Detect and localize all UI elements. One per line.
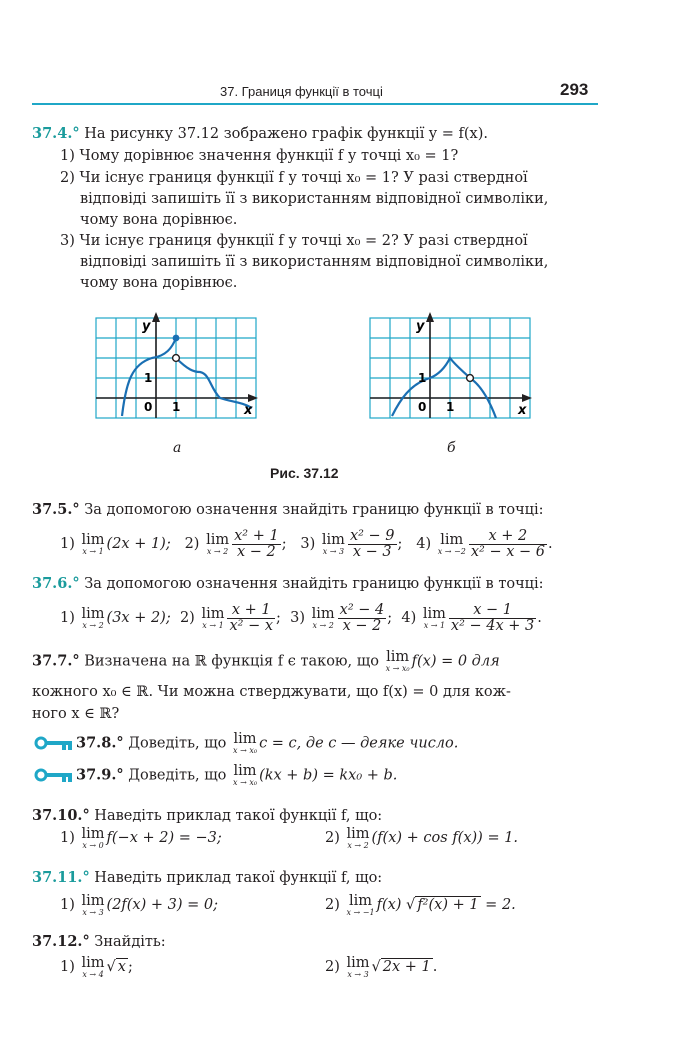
denominator: x − 3	[352, 543, 392, 560]
fraction	[348, 529, 397, 560]
limit-subscript: x → 2	[312, 620, 334, 630]
item-1-number: 1)	[60, 536, 75, 552]
limit-subscript: x → −1	[346, 907, 375, 917]
open-point	[173, 355, 180, 362]
item-number: 2)	[325, 959, 340, 975]
x-axis-label: x	[244, 403, 253, 418]
running-header-title: 37. Границя функції в точці	[220, 84, 383, 99]
exercise-37-7-line-3: ного x ∈ ℝ?	[32, 706, 120, 722]
question-2-line-1: 2) Чи існує границя функції f у точці x₀ = 1? У разі ствердної	[60, 170, 528, 186]
fraction	[469, 529, 547, 560]
open-point	[467, 375, 474, 382]
exercise-37-10-item-1	[60, 826, 222, 850]
question-3-line-3: чому вона дорівнює.	[80, 275, 238, 291]
exercise-37-5-items: 1) lim x → 1 (2x + 1); 2) lim x → 2 $\frac{\text{x² + 1}}{x - 2}$ ; 3) lim x → 3 $\frac{\text{x² − 9}}{x - 3}$ ; 4) lim x → −2 $\frac{x + 2}{\text{x² − x − 6}}$ .	[60, 527, 553, 560]
limit: lim x → 2	[81, 605, 105, 630]
limit: lim x → 3	[346, 954, 370, 979]
exercise-text: Наведіть приклад такої функції f, що:	[89, 808, 383, 824]
origin-label: 0	[418, 400, 427, 414]
x-tick-1: 1	[172, 400, 181, 414]
key-icon	[34, 768, 72, 782]
graph-a-right-branch	[176, 358, 252, 408]
limit-subscript: x → 1	[202, 620, 224, 630]
exercise-number: 37.9.°	[76, 766, 124, 784]
expression: c = c, де c — деяке число.	[259, 735, 459, 752]
expression: (2x + 1);	[106, 536, 171, 552]
limit: lim x → 1	[422, 605, 446, 630]
exercise-37-10-item-2	[325, 826, 518, 850]
item-number: 1)	[60, 830, 75, 846]
exercise-37-12-item-1: 1) lim x → 4 √ x ;	[60, 954, 133, 979]
exercise-text: За допомогою означення знайдіть границю функції в точці:	[79, 502, 544, 518]
limit: lim x → 2	[206, 531, 230, 556]
filled-point	[173, 335, 180, 342]
item-4-number: 4)	[401, 610, 417, 626]
exercise-number: 37.7.°	[32, 652, 80, 670]
item-number: 2)	[325, 830, 340, 846]
graph-b-label: б	[447, 440, 456, 456]
expression: (3x + 2);	[106, 610, 171, 626]
y-axis-label: y	[142, 319, 151, 334]
expression-tail: = 2.	[480, 897, 516, 913]
expression: f(x)	[376, 897, 402, 913]
denominator: x − 2	[237, 543, 276, 560]
expression: (kx + b) = kx₀ + b.	[259, 767, 398, 784]
y-tick-1: 1	[144, 371, 153, 385]
limit-subscript: x → 2	[206, 546, 229, 556]
limit: lim x → 4	[81, 954, 105, 979]
item-number: 2)	[325, 897, 340, 913]
item-4-number: 4)	[416, 536, 432, 552]
limit-subscript: x → 3	[322, 546, 345, 556]
limit-subscript: x → 4	[82, 969, 104, 979]
numerator: x − 1	[449, 603, 536, 619]
limit: lim x → 1	[201, 605, 225, 630]
y-tick-1: 1	[418, 371, 427, 385]
graph-b	[366, 312, 536, 422]
expression: f(−x + 2) = −3;	[106, 830, 222, 846]
limit: lim x → x₀	[233, 763, 258, 787]
exercise-37-11-item-2: 2) lim x → −1 f(x) √ f²(x) + 1 = 2.	[325, 892, 516, 917]
limit-subscript: x → x₀	[233, 746, 258, 755]
numerator: x + 2	[469, 529, 547, 545]
exercise-text: Доведіть, що	[123, 735, 227, 752]
question-3-line-2: відповіді запишіть її з використанням відповідної символіки,	[80, 254, 549, 270]
item-2-number: 2)	[179, 610, 195, 626]
y-axis-label: y	[416, 319, 425, 334]
denominator: x² − x − 6	[470, 543, 545, 560]
question-2-line-2: відповіді запишіть її з використанням відповідної символіки,	[80, 191, 549, 207]
expression: (f(x) + cos f(x)) = 1.	[371, 830, 519, 846]
limit: lim x → 3	[81, 892, 105, 917]
limit: lim x → 2	[346, 825, 370, 850]
limit-subscript: x → −2	[437, 546, 466, 556]
item-3-number: 3)	[300, 536, 316, 552]
item-2-number: 2)	[184, 536, 200, 552]
limit-subscript: x → 3	[82, 907, 104, 917]
y-axis-arrow	[152, 312, 160, 322]
punctuation: .	[432, 959, 438, 975]
exercise-number: 37.8.°	[76, 734, 124, 752]
question-3-line-1: 3) Чи існує границя функції f у точці x₀ = 2? У разі ствердної	[60, 233, 528, 249]
header-rule	[32, 103, 598, 105]
fraction	[227, 603, 275, 634]
exercise-37-4-statement	[32, 124, 488, 144]
graph-b-curve	[392, 358, 496, 418]
fraction	[232, 529, 281, 560]
origin-label: 0	[144, 400, 153, 414]
exercise-text: Визначена на ℝ функція f є такою, що	[79, 653, 379, 670]
exercise-number: 37.11.°	[32, 869, 90, 886]
exercise-37-10-statement	[32, 806, 382, 826]
exercise-37-5-statement	[32, 500, 544, 520]
page-number: 293	[560, 80, 589, 99]
radicand: f²(x) + 1	[417, 897, 479, 913]
limit: lim x → −2	[437, 531, 466, 556]
limit: lim x → x₀	[385, 649, 410, 673]
question-1: 1) Чому дорівнює значення функції f у точці x₀ = 1?	[60, 148, 459, 164]
expression: (2f(x) + 3) = 0;	[106, 897, 218, 913]
exercise-37-12-item-2: 2) lim x → 3 √ 2x + 1 .	[325, 954, 438, 979]
exercise-number: 37.4.°	[32, 125, 80, 142]
limit: lim x → −1	[346, 892, 375, 917]
exercise-text: Знайдіть:	[89, 934, 166, 950]
exercise-number: 37.10.°	[32, 807, 90, 824]
exercise-number: 37.6.°	[32, 575, 80, 592]
item-3-number: 3)	[290, 610, 306, 626]
limit: lim x → 2	[311, 605, 335, 630]
limit: lim x → 0	[81, 825, 105, 850]
exercise-37-11-statement	[32, 868, 382, 888]
fraction	[449, 603, 536, 634]
exercise-text: Доведіть, що	[123, 767, 227, 784]
exercise-number: 37.5.°	[32, 501, 80, 518]
exercise-37-7-line-2: кожного x₀ ∈ ℝ. Чи можна стверджувати, що f(x) = 0 для кож-	[32, 684, 511, 700]
expression: f(x) = 0 для	[411, 653, 500, 670]
limit: lim x → 3	[321, 531, 345, 556]
exercise-text: Наведіть приклад такої функції f, що:	[89, 870, 383, 886]
exercise-number: 37.12.°	[32, 933, 90, 950]
graph-a-label: а	[173, 440, 182, 456]
limit-subscript: x → 1	[423, 620, 446, 630]
item-1-number: 1)	[60, 610, 75, 626]
numerator: x + 1	[227, 603, 275, 619]
limit-subscript: x → 3	[347, 969, 369, 979]
limit-subscript: x → 0	[82, 840, 104, 850]
limit-subscript: x → 2	[347, 840, 369, 850]
exercise-37-7-line-1	[32, 650, 500, 673]
radicand: 2x + 1	[382, 959, 431, 975]
exercise-37-12-statement	[32, 932, 166, 952]
figure-caption: Рис. 37.12	[270, 465, 339, 481]
limit-subscript: x → 1	[82, 546, 104, 556]
x-axis-label: x	[518, 403, 527, 418]
item-number: 1)	[60, 959, 75, 975]
exercise-37-6-items: 1) lim x → 2 (3x + 2); 2) lim x → 1 $\frac{x + 1}{\text{x² − x}}$ ; 3) lim x → 2 $\frac{\text{x² − 4}}{x - 2}$ ; 4) lim x → 1 $\frac{x - 1}{\text{x² − 4x + 3}}$ .	[60, 601, 542, 634]
denominator: x² − 4x + 3	[450, 617, 535, 634]
exercise-text: За допомогою означення знайдіть границю функції в точці:	[79, 576, 544, 592]
question-2-line-3: чому вона дорівнює.	[80, 212, 238, 228]
denominator: x − 2	[342, 617, 382, 634]
graph-a	[92, 312, 262, 422]
limit-subscript: x → 2	[82, 620, 104, 630]
y-axis-arrow	[426, 312, 434, 322]
exercise-37-6-statement	[32, 574, 544, 594]
numerator: x² − 9	[349, 527, 395, 544]
item-number: 1)	[60, 897, 75, 913]
exercise-text: На рисунку 37.12 зображено графік функції y = f(x).	[79, 126, 488, 142]
limit: lim x → x₀	[233, 731, 258, 755]
key-icon	[34, 736, 72, 750]
limit-subscript: x → x₀	[385, 664, 410, 673]
exercise-37-11-item-1	[60, 892, 218, 918]
numerator: x² − 4	[339, 601, 385, 618]
denominator: x² − x	[229, 617, 274, 634]
x-tick-1: 1	[446, 400, 455, 414]
limit: lim x → 1	[81, 531, 105, 556]
fraction	[338, 603, 387, 634]
limit-subscript: x → x₀	[233, 778, 258, 787]
numerator: x² + 1	[234, 527, 279, 544]
exercise-37-9	[76, 764, 397, 787]
punctuation: ;	[127, 959, 133, 975]
exercise-37-8	[76, 732, 458, 755]
radicand: x	[117, 959, 126, 975]
